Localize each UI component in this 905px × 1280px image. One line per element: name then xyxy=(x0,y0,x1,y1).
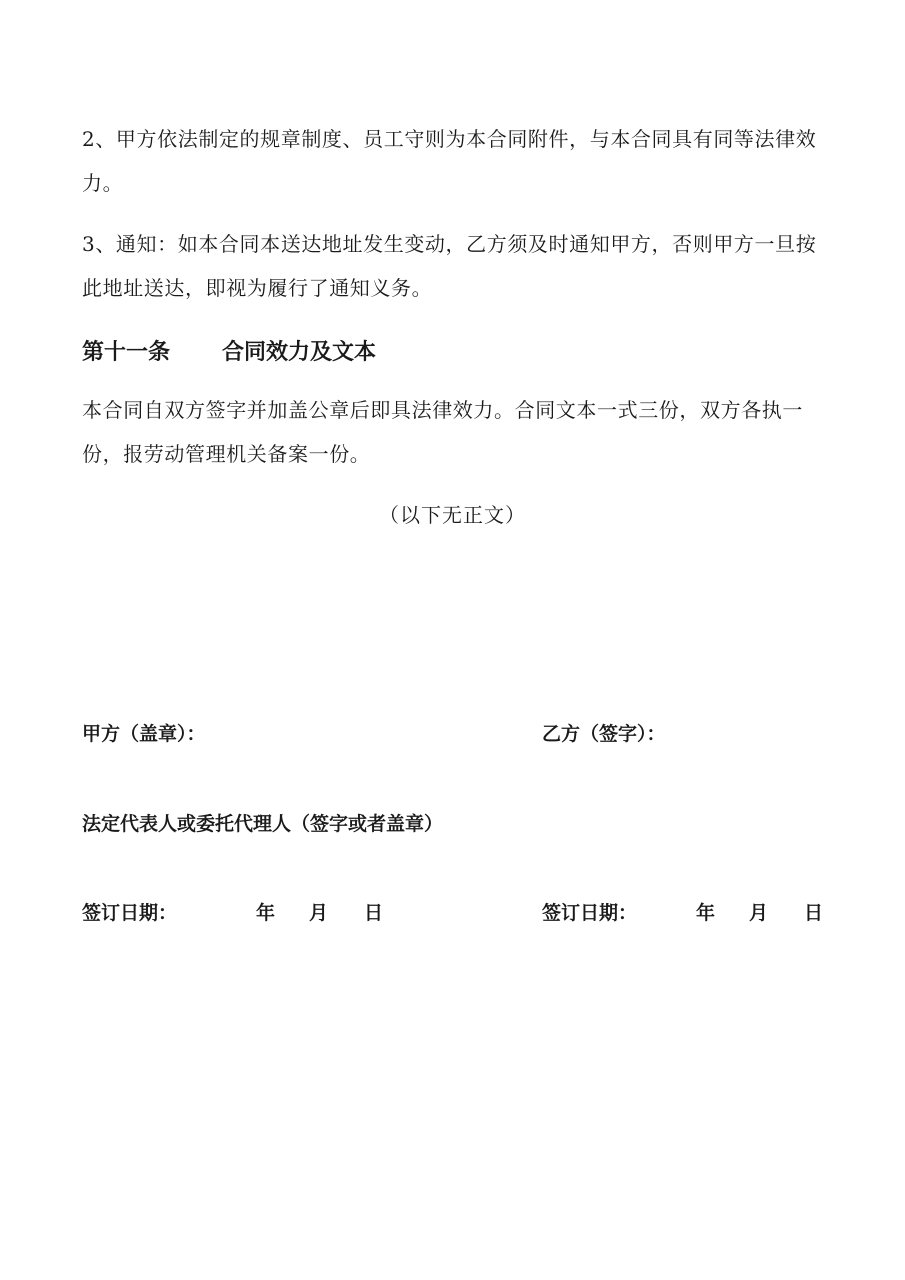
party-b-year-label: 年 xyxy=(696,902,716,924)
article-number: 第十一条 xyxy=(82,340,171,365)
party-a-seal-label: 甲方（盖章）： xyxy=(82,723,206,745)
party-b-date-label: 签订日期： xyxy=(542,902,638,924)
party-a-year-label: 年 xyxy=(256,902,276,924)
article-11-heading xyxy=(82,333,376,373)
clause-item-2: 2、甲方依法制定的规章制度、员工守则为本合同附件，与本合同具有同等法律效力。 xyxy=(82,127,817,195)
party-b-signature-label: 乙方（签字）： xyxy=(542,723,666,745)
article-title: 合同效力及文本 xyxy=(222,340,377,365)
party-b-day-label: 日 xyxy=(804,902,824,924)
party-a-month-label: 月 xyxy=(309,902,329,924)
clause-item-3: 3、通知：如本合同本送达地址发生变动，乙方须及时通知甲方，否则甲方一旦按此地址送达，即视为履行了通知义务。 xyxy=(82,232,817,300)
party-a-date-label: 签订日期： xyxy=(82,902,178,924)
article-11-body: 本合同自双方签字并加盖公章后即具法律效力。合同文本一式三份，双方各执一份，报劳动管理机关备案一份。 xyxy=(82,398,803,466)
party-b-month-label: 月 xyxy=(749,902,769,924)
representative-signature-label: 法定代表人或委托代理人（签字或者盖章） xyxy=(82,813,444,835)
end-of-text-note: （以下无正文） xyxy=(379,503,526,527)
party-a-day-label: 日 xyxy=(364,902,384,924)
